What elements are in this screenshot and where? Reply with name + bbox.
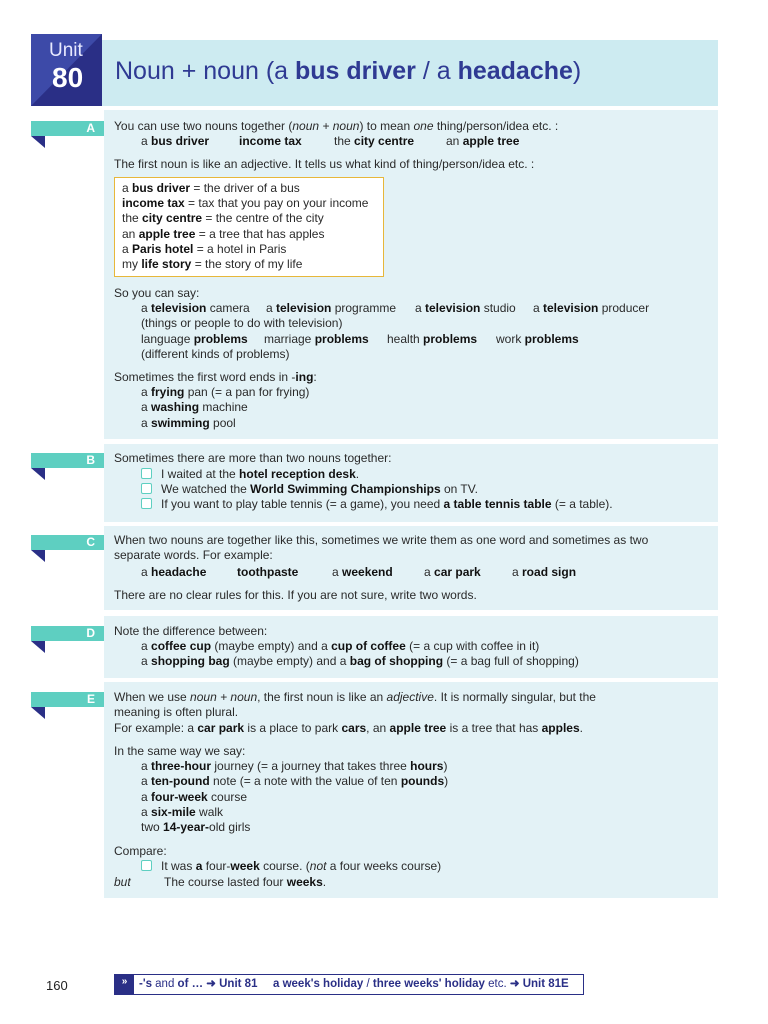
section-a-example: the city centre [334, 134, 415, 148]
definition-line: a bus driver = the driver of a bus [122, 181, 300, 195]
difference-line: a shopping bag (maybe empty) and a bag of shopping (= a bag full of shopping) [141, 654, 579, 668]
problem-example: marriage problems [264, 332, 369, 346]
cross-reference-bar [114, 974, 584, 995]
measure-example: a four-week course [141, 790, 248, 804]
unit-label: Unit [49, 40, 83, 61]
compound-example: a weekend [332, 565, 393, 579]
measure-example: a ten-pound note (= a note with the value of ten pounds) [141, 774, 449, 788]
section-a-tab: A [31, 121, 104, 136]
bullet-icon [141, 860, 152, 871]
folded-corner-icon [31, 550, 45, 562]
section-d-intro: Note the difference between: [114, 624, 268, 638]
problem-example: health problems [387, 332, 478, 346]
section-e-intro: meaning is often plural. [114, 705, 239, 719]
compare-line: It was a four-week course. (not a four weeks course) [141, 859, 441, 874]
folded-corner-icon [31, 136, 45, 148]
ing-intro: Sometimes the first word ends in -ing: [114, 370, 317, 384]
tv-example: a television camera [141, 301, 250, 315]
section-b-intro: Sometimes there are more than two nouns together: [114, 451, 392, 465]
section-b-tab: B [31, 453, 104, 468]
bullet-icon [141, 468, 152, 479]
definition-line: an apple tree = a tree that has apples [122, 227, 325, 241]
xref-unit-81-link[interactable]: -'s and of … ➜ Unit 81 [139, 978, 258, 990]
title-bar [102, 40, 718, 106]
definition-line: my life story = the story of my life [122, 257, 303, 271]
difference-line: a coffee cup (maybe empty) and a cup of coffee (= a cup with coffee in it) [141, 639, 540, 653]
definition-line: the city centre = the centre of the city [122, 211, 324, 225]
compare-line: The course lasted four weeks. [164, 875, 327, 889]
list-item: We watched the World Swimming Championships on TV. [141, 482, 478, 497]
folded-corner-icon [31, 468, 45, 480]
tv-example: a television studio [415, 301, 516, 315]
compound-example: a headache [141, 565, 207, 579]
section-e-tab: E [31, 692, 104, 707]
list-item: I waited at the hotel reception desk. [141, 467, 359, 482]
problem-note: (different kinds of problems) [141, 347, 290, 361]
ing-example: a washing machine [141, 400, 248, 414]
measure-example: a three-hour journey (= a journey that takes three hours) [141, 759, 448, 773]
bullet-icon [141, 498, 152, 509]
definition-line: income tax = tax that you pay on your income [122, 196, 369, 210]
compound-example: a car park [424, 565, 481, 579]
page-number: 160 [46, 978, 68, 993]
definition-line: a Paris hotel = a hotel in Paris [122, 242, 287, 256]
tv-example: a television programme [266, 301, 397, 315]
unit-badge [31, 34, 102, 106]
section-e-intro: When we use noun + noun, the first noun is like an adjective. It is normally singular, but the [114, 690, 596, 704]
so-you-can-say: So you can say: [114, 286, 200, 300]
unit-number: 80 [52, 62, 84, 93]
problem-example: language problems [141, 332, 248, 346]
folded-corner-icon [31, 641, 45, 653]
section-c-intro: When two nouns are together like this, sometimes we write them as one word and sometimes as two [114, 533, 649, 547]
double-chevron-icon: » [115, 975, 134, 994]
but-label: but [114, 875, 131, 889]
folded-corner-icon [31, 707, 45, 719]
section-c-tab: C [31, 535, 104, 550]
tv-example: a television producer [533, 301, 650, 315]
page-title: Noun + noun (a bus driver / a headache) [115, 57, 582, 85]
ing-example: a frying pan (= a pan for frying) [141, 385, 310, 399]
section-a-example: income tax [239, 134, 302, 148]
ing-example: a swimming pool [141, 416, 236, 430]
section-c-intro: separate words. For example: [114, 548, 273, 562]
tv-note: (things or people to do with television) [141, 316, 343, 330]
compound-example: toothpaste [237, 565, 299, 579]
compare-label: Compare: [114, 844, 167, 858]
section-c-note: There are no clear rules for this. If you are not sure, write two words. [114, 588, 477, 602]
measure-example: a six-mile walk [141, 805, 224, 819]
section-a-adjective-note: The first noun is like an adjective. It tells us what kind of thing/person/idea etc. : [114, 157, 535, 171]
section-a-intro: You can use two nouns together (noun + noun) to mean one thing/person/idea etc. : [114, 119, 559, 133]
measure-example: two 14-year-old girls [141, 820, 251, 834]
section-a-example: an apple tree [446, 134, 520, 148]
section-a-example: a bus driver [141, 134, 210, 148]
section-d-tab: D [31, 626, 104, 641]
xref-unit-81e-link[interactable]: a week's holiday / three weeks' holiday etc. ➜ Unit 81E [273, 978, 569, 990]
bullet-icon [141, 483, 152, 494]
same-way: In the same way we say: [114, 744, 246, 758]
problem-example: work problems [496, 332, 579, 346]
section-e-example: For example: a car park is a place to park cars, an apple tree is a tree that has apples. [114, 721, 583, 735]
compound-example: a road sign [512, 565, 577, 579]
list-item: If you want to play table tennis (= a game), you need a table tennis table (= a table). [141, 497, 613, 512]
